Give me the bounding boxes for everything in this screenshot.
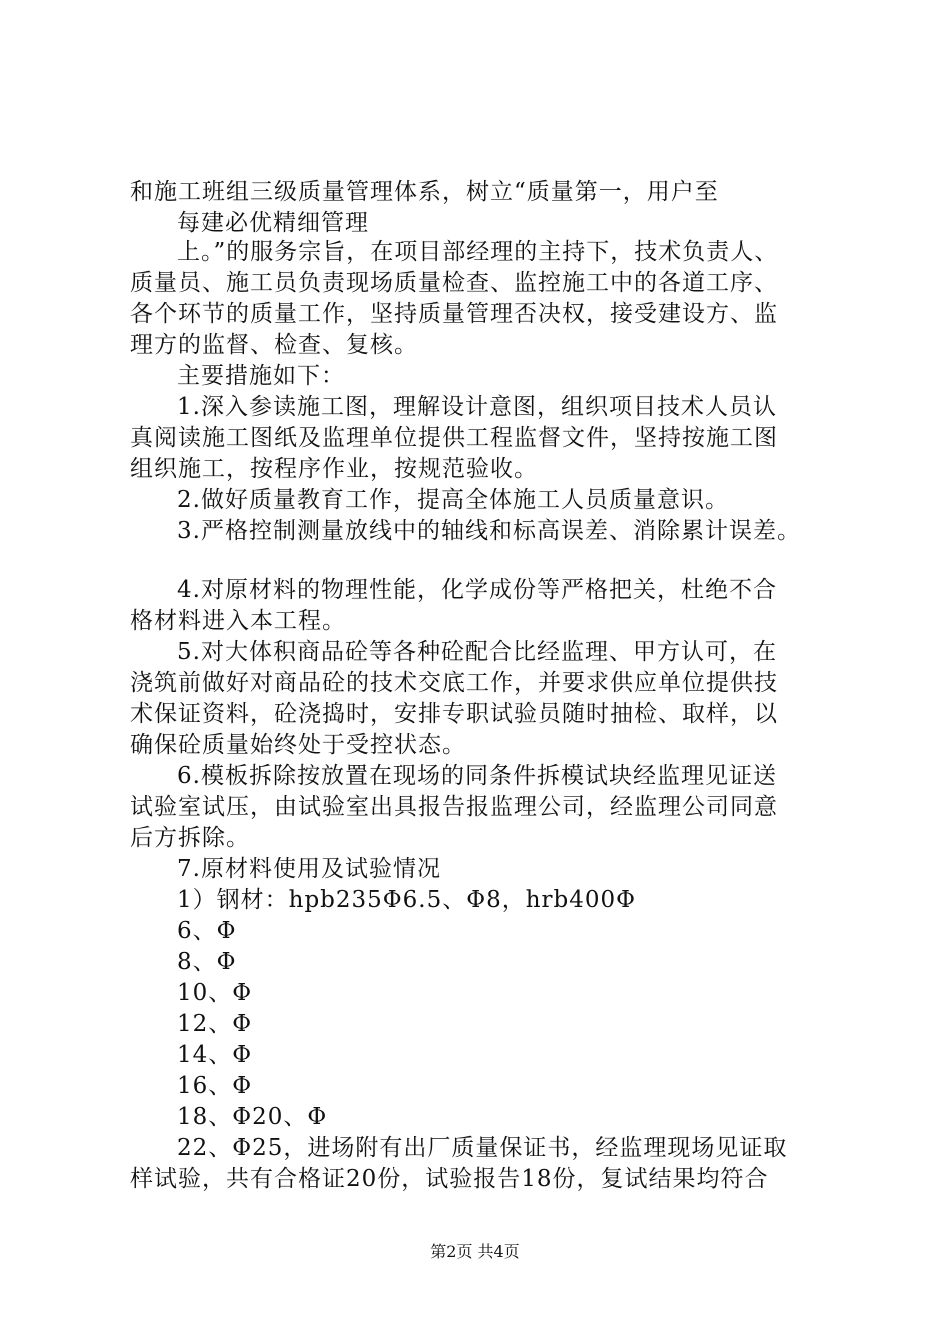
- text-line: 各个环节的质量工作，坚持质量管理否决权，接受建设方、监: [130, 301, 778, 327]
- text-line: 18、Φ20、Φ: [177, 1104, 328, 1130]
- text-line: 5.对大体积商品砼等各种砼配合比经监理、甲方认可，在: [177, 639, 777, 665]
- text-line: 8、Φ: [177, 949, 237, 975]
- text-line: 14、Φ: [177, 1042, 253, 1068]
- text-line: 16、Φ: [177, 1073, 253, 1099]
- text-line: 理方的监督、检查、复核。: [130, 332, 418, 358]
- text-line: 确保砼质量始终处于受控状态。: [130, 732, 466, 758]
- text-line: 质量员、施工员负责现场质量检查、监控施工中的各道工序、: [130, 270, 778, 296]
- text-line: 后方拆除。: [130, 825, 250, 851]
- text-line: 2.做好质量教育工作，提高全体施工人员质量意识。: [177, 487, 729, 513]
- text-line: 术保证资料，砼浇捣时，安排专职试验员随时抽检、取样，以: [130, 701, 778, 727]
- text-line: 6、Φ: [177, 918, 237, 944]
- text-line: 真阅读施工图纸及监理单位提供工程监督文件，坚持按施工图: [130, 425, 778, 451]
- text-line: 组织施工，按程序作业，按规范验收。: [130, 456, 538, 482]
- text-line: 浇筑前做好对商品砼的技术交底工作，并要求供应单位提供技: [130, 670, 778, 696]
- text-line: 格材料进入本工程。: [130, 608, 346, 634]
- text-line: 4.对原材料的物理性能，化学成份等严格把关，杜绝不合: [177, 577, 777, 603]
- page-number-footer: 第2页 共4页: [430, 1242, 520, 1261]
- text-line: 22、Φ25，进场附有出厂质量保证书，经监理现场见证取: [177, 1135, 788, 1161]
- text-line: 10、Φ: [177, 980, 253, 1006]
- text-line: 1）钢材：hpb235Φ6.5、Φ8，hrb400Φ: [177, 887, 637, 913]
- text-line: 试验室试压，由试验室出具报告报监理公司，经监理公司同意: [130, 794, 778, 820]
- text-line: 主要措施如下：: [177, 363, 345, 389]
- text-line: 7.原材料使用及试验情况: [177, 856, 441, 882]
- text-line: 样试验，共有合格证20份，试验报告18份，复试结果均符合: [130, 1166, 769, 1192]
- text-line: 6.模板拆除按放置在现场的同条件拆模试块经监理见证送: [177, 763, 777, 789]
- text-line: 每建必优精细管理: [177, 210, 369, 236]
- text-line: 1.深入参读施工图，理解设计意图，组织项目技术人员认: [177, 394, 777, 420]
- text-line: 上。”的服务宗旨，在项目部经理的主持下，技术负责人、: [177, 239, 779, 265]
- text-line: 3.严格控制测量放线中的轴线和标高误差、消除累计误差。: [177, 518, 801, 544]
- text-line: 和施工班组三级质量管理体系，树立“质量第一，用户至: [130, 179, 719, 205]
- text-line: 12、Φ: [177, 1011, 253, 1037]
